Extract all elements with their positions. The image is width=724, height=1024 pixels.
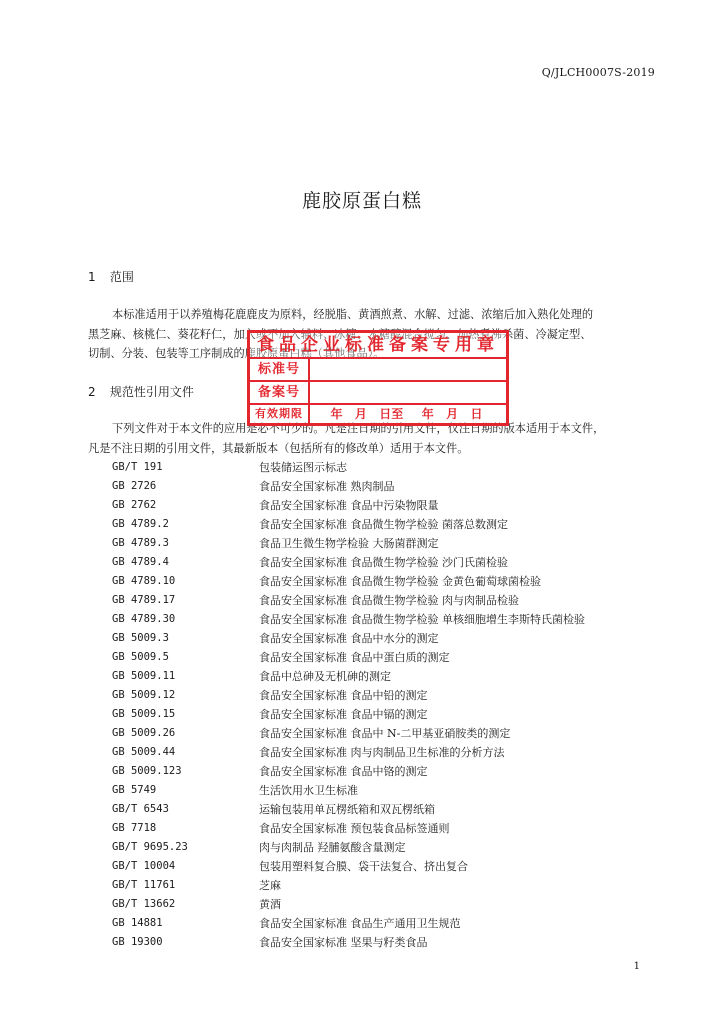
filing-stamp bbox=[247, 330, 509, 426]
reference-name: 食品安全国家标准 食品生产通用卫生规范 bbox=[259, 917, 461, 930]
reference-code: GB 5009.3 bbox=[112, 632, 169, 644]
paragraph-line: 下列文件对于本文件的应用是必不可少的。凡是注日期的引用文件，仅注日期的版本适用于本文件， bbox=[112, 422, 605, 435]
reference-name: 肉与肉制品 羟脯氨酸含量测定 bbox=[259, 841, 406, 854]
reference-code: GB/T 6543 bbox=[112, 803, 169, 815]
reference-row bbox=[112, 667, 672, 686]
standard-code: Q/JLCH0007S-2019 bbox=[541, 66, 655, 79]
reference-name: 包装储运图示标志 bbox=[259, 461, 347, 474]
stamp-label: 备案号 bbox=[250, 382, 310, 403]
reference-name: 食品中总砷及无机砷的测定 bbox=[259, 670, 391, 683]
reference-code: GB 5009.123 bbox=[112, 765, 182, 777]
reference-code: GB 5749 bbox=[112, 784, 157, 796]
reference-code: GB/T 11761 bbox=[112, 879, 176, 891]
reference-row bbox=[112, 458, 672, 477]
reference-name: 食品安全国家标准 食品微生物学检验 单核细胞增生李斯特氏菌检验 bbox=[259, 613, 585, 626]
reference-code: GB 4789.4 bbox=[112, 556, 169, 568]
paragraph-line: 切制、分装、包装等工序制成的鹿胶原蛋白糕（其他食品）。 bbox=[88, 347, 385, 360]
reference-row bbox=[112, 800, 672, 819]
reference-code: GB 4789.3 bbox=[112, 537, 169, 549]
reference-row bbox=[112, 705, 672, 724]
section-heading-scope bbox=[88, 268, 134, 285]
reference-name: 包装用塑料复合膜、袋干法复合、挤出复合 bbox=[259, 860, 468, 873]
section-title: 规范性引用文件 bbox=[109, 385, 194, 399]
reference-code: GB 19300 bbox=[112, 936, 163, 948]
reference-name: 食品安全国家标准 食品中 N-二甲基亚硝胺类的测定 bbox=[259, 727, 511, 740]
reference-row bbox=[112, 876, 672, 895]
reference-row bbox=[112, 534, 672, 553]
reference-code: GB 5009.12 bbox=[112, 689, 176, 701]
reference-row bbox=[112, 515, 672, 534]
reference-row bbox=[112, 648, 672, 667]
reference-name: 食品安全国家标准 食品中水分的测定 bbox=[259, 632, 439, 645]
reference-code: GB 2726 bbox=[112, 480, 157, 492]
reference-code: GB 5009.11 bbox=[112, 670, 176, 682]
section-heading-normative bbox=[88, 383, 194, 400]
stamp-header: 食品企业标准备案专用章 bbox=[250, 333, 506, 359]
reference-list bbox=[112, 458, 672, 952]
reference-row bbox=[112, 477, 672, 496]
stamp-value bbox=[312, 359, 502, 380]
reference-name: 生活饮用水卫生标准 bbox=[259, 784, 358, 797]
reference-code: GB 14881 bbox=[112, 917, 163, 929]
reference-row bbox=[112, 496, 672, 515]
document-title: 鹿胶原蛋白糕 bbox=[301, 190, 422, 212]
reference-code: GB 7718 bbox=[112, 822, 157, 834]
reference-name: 食品安全国家标准 肉与肉制品卫生标准的分析方法 bbox=[259, 746, 505, 759]
reference-row bbox=[112, 762, 672, 781]
paragraph-line: 黑芝麻、核桃仁、葵花籽仁，加入或不加入辅料、冰糖、木糖醇混合搅匀、加热煮沸杀菌、冷凝定型、 bbox=[88, 327, 592, 341]
reference-name: 食品安全国家标准 食品中铅的测定 bbox=[259, 689, 428, 702]
reference-row bbox=[112, 914, 672, 933]
stamp-value bbox=[312, 382, 502, 403]
reference-code: GB/T 10004 bbox=[112, 860, 176, 872]
reference-name: 食品安全国家标准 熟肉制品 bbox=[259, 480, 395, 493]
stamp-label: 有效期限 bbox=[250, 405, 310, 423]
paragraph-line: 凡是不注日期的引用文件，其最新版本（包括所有的修改单）适用于本文件。 bbox=[88, 441, 469, 455]
section-title: 范围 bbox=[109, 270, 134, 284]
stamp-row-standard-number bbox=[250, 359, 506, 382]
reference-code: GB 5009.15 bbox=[112, 708, 176, 720]
reference-row bbox=[112, 686, 672, 705]
reference-row bbox=[112, 933, 672, 952]
reference-code: GB 5009.5 bbox=[112, 651, 169, 663]
reference-code: GB 4789.30 bbox=[112, 613, 176, 625]
paragraph-line: 本标准适用于以养殖梅花鹿鹿皮为原料，经脱脂、黄酒煎煮、水解、过滤、浓缩后加入熟化处理的 bbox=[112, 308, 594, 321]
reference-code: GB/T 9695.23 bbox=[112, 841, 188, 853]
reference-row bbox=[112, 838, 672, 857]
reference-code: GB 4789.2 bbox=[112, 518, 169, 530]
reference-name: 运输包装用单瓦楞纸箱和双瓦楞纸箱 bbox=[259, 803, 435, 816]
reference-name: 芝麻 bbox=[259, 879, 281, 892]
reference-code: GB 4789.10 bbox=[112, 575, 176, 587]
reference-row bbox=[112, 629, 672, 648]
reference-row bbox=[112, 724, 672, 743]
reference-row bbox=[112, 895, 672, 914]
stamp-label: 标准号 bbox=[250, 359, 310, 380]
reference-name: 食品安全国家标准 食品微生物学检验 沙门氏菌检验 bbox=[259, 556, 508, 569]
reference-name: 黄酒 bbox=[259, 898, 281, 911]
reference-name: 食品安全国家标准 坚果与籽类食品 bbox=[259, 936, 428, 949]
reference-code: GB 2762 bbox=[112, 499, 157, 511]
reference-row bbox=[112, 743, 672, 762]
reference-name: 食品安全国家标准 食品中蛋白质的测定 bbox=[259, 651, 450, 664]
reference-code: GB 5009.44 bbox=[112, 746, 176, 758]
reference-row bbox=[112, 857, 672, 876]
reference-row bbox=[112, 819, 672, 838]
section-number: 2 bbox=[88, 385, 96, 399]
reference-code: GB 5009.26 bbox=[112, 727, 176, 739]
reference-name: 食品安全国家标准 食品微生物学检验 菌落总数测定 bbox=[259, 518, 508, 531]
page-number: 1 bbox=[633, 961, 640, 972]
reference-row bbox=[112, 572, 672, 591]
stamp-row-filing-number bbox=[250, 382, 506, 405]
reference-code: GB 4789.17 bbox=[112, 594, 176, 606]
reference-name: 食品卫生微生物学检验 大肠菌群测定 bbox=[259, 537, 439, 550]
reference-row bbox=[112, 610, 672, 629]
reference-row bbox=[112, 781, 672, 800]
reference-name: 食品安全国家标准 食品中镉的测定 bbox=[259, 708, 428, 721]
stamp-row-validity bbox=[250, 405, 506, 423]
reference-code: GB/T 13662 bbox=[112, 898, 176, 910]
section-number: 1 bbox=[88, 270, 96, 284]
reference-row bbox=[112, 591, 672, 610]
reference-name: 食品安全国家标准 食品中污染物限量 bbox=[259, 499, 439, 512]
reference-name: 食品安全国家标准 食品微生物学检验 金黄色葡萄球菌检验 bbox=[259, 575, 541, 588]
reference-name: 食品安全国家标准 食品中铬的测定 bbox=[259, 765, 428, 778]
reference-code: GB/T 191 bbox=[112, 461, 163, 473]
reference-name: 食品安全国家标准 食品微生物学检验 肉与肉制品检验 bbox=[259, 594, 519, 607]
reference-row bbox=[112, 553, 672, 572]
reference-name: 食品安全国家标准 预包装食品标签通则 bbox=[259, 822, 450, 835]
stamp-value: 年 月 日至 年 月 日 bbox=[312, 407, 483, 421]
